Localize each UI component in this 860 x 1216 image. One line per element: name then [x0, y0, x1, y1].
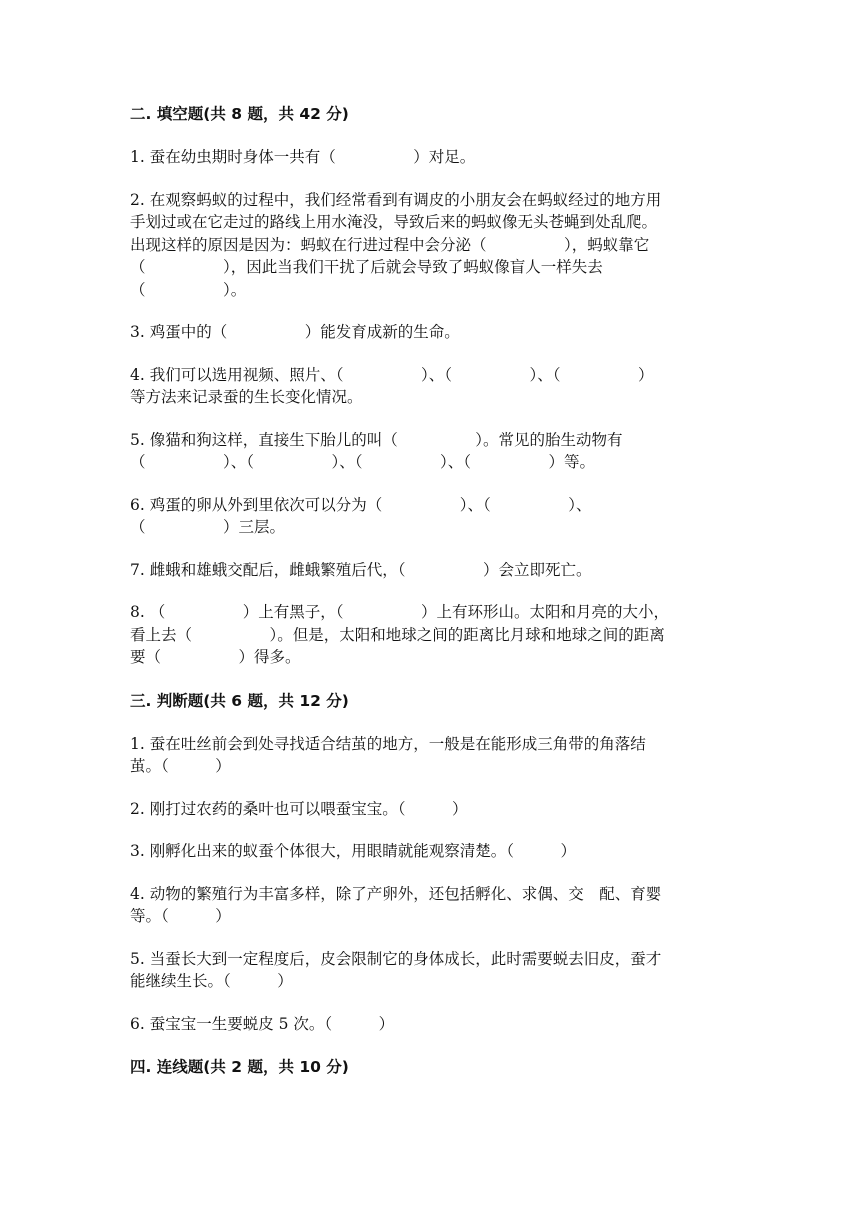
question-text-line: 5. 当蚕长大到一定程度后，皮会限制它的身体成长，此时需要蜕去旧皮，蚕才: [130, 949, 662, 968]
worksheet-content: [130, 102, 730, 1079]
question-item: [130, 364, 730, 409]
question-text-line: 4. 我们可以选用视频、照片、（ ）、（ ）、（ ）: [130, 365, 654, 384]
question-item: [130, 883, 730, 928]
question-text-line: 3. 刚孵化出来的蚁蚕个体很大，用眼睛就能观察清楚。（ ）: [130, 842, 576, 860]
question-text-line: 5. 像猫和狗这样，直接生下胎儿的叫（ ）。常见的胎生动物有: [130, 430, 623, 449]
question-text-line: 7. 雌蛾和雄蛾交配后，雌蛾繁殖后代，（ ）会立即死亡。: [130, 560, 592, 579]
question-item: [130, 321, 730, 344]
question-text-line: 出现这样的原因是因为：蚂蚁在行进过程中会分泌（ ），蚂蚁靠它: [130, 235, 650, 254]
question-text-line: 1. 蚕在幼虫期时身体一共有（ ）对足。: [130, 148, 476, 166]
question-text-line: 2. 刚打过农药的桑叶也可以喂蚕宝宝。（ ）: [130, 799, 468, 818]
question-text-line: （ ）、（ ）、（ ）、（ ）等。: [130, 453, 596, 471]
question-item: [130, 948, 730, 993]
question-item: [130, 798, 730, 821]
question-item: [130, 559, 730, 582]
question-text-line: 3. 鸡蛋中的（ ）能发育成新的生命。: [130, 323, 460, 341]
question-item: [130, 733, 730, 778]
question-text-line: 能继续生长。（ ）: [130, 972, 293, 990]
question-text-line: 4. 动物的繁殖行为丰富多样，除了产卵外，还包括孵化、求偶、交 配、育婴: [130, 884, 662, 903]
question-text-line: 8. （ ）上有黑子，（ ）上有环形山。太阳和月亮的大小，: [130, 603, 669, 621]
question-text-line: 6. 鸡蛋的卵从外到里依次可以分为（ ）、（ ）、: [130, 495, 592, 514]
question-text-line: 2. 在观察蚂蚁的过程中，我们经常看到有调皮的小朋友会在蚂蚁经过的地方用: [130, 190, 662, 209]
question-item: [130, 840, 730, 863]
question-text-line: 1. 蚕在吐丝前会到处寻找适合结茧的地方，一般是在能形成三角带的角落结: [130, 734, 646, 753]
question-item: [130, 146, 730, 169]
question-text-line: 手划过或在它走过的路线上用水淹没，导致后来的蚂蚁像无头苍蝇到处乱爬。: [130, 213, 658, 231]
question-text-line: （ ），因此当我们干扰了后就会导致了蚂蚁像盲人一样失去: [130, 258, 603, 276]
question-text-line: 等方法来记录蚕的生长变化情况。: [130, 388, 363, 406]
question-text-line: 茧。（ ）: [130, 757, 231, 775]
question-text-line: 要（ ）得多。: [130, 648, 301, 666]
question-text-line: （ ）。: [130, 280, 247, 299]
question-text-line: 等。（ ）: [130, 907, 231, 925]
question-item: [130, 1013, 730, 1036]
section-title: 二. 填空题(共 8 题，共 42 分): [130, 105, 349, 123]
question-item: [130, 601, 730, 669]
question-text-line: 6. 蚕宝宝一生要蜕皮 5 次。（ ）: [130, 1014, 395, 1033]
question-item: [130, 494, 730, 539]
question-item: [130, 429, 730, 474]
section-title: 三. 判断题(共 6 题，共 12 分): [130, 691, 349, 710]
question-item: [130, 189, 730, 302]
section-title: 四. 连线题(共 2 题，共 10 分): [130, 1058, 349, 1076]
worksheet-page: [130, 102, 730, 1099]
question-text-line: （ ）三层。: [130, 518, 286, 536]
question-text-line: 看上去（ ）。但是，太阳和地球之间的距离比月球和地球之间的距离: [130, 625, 665, 644]
